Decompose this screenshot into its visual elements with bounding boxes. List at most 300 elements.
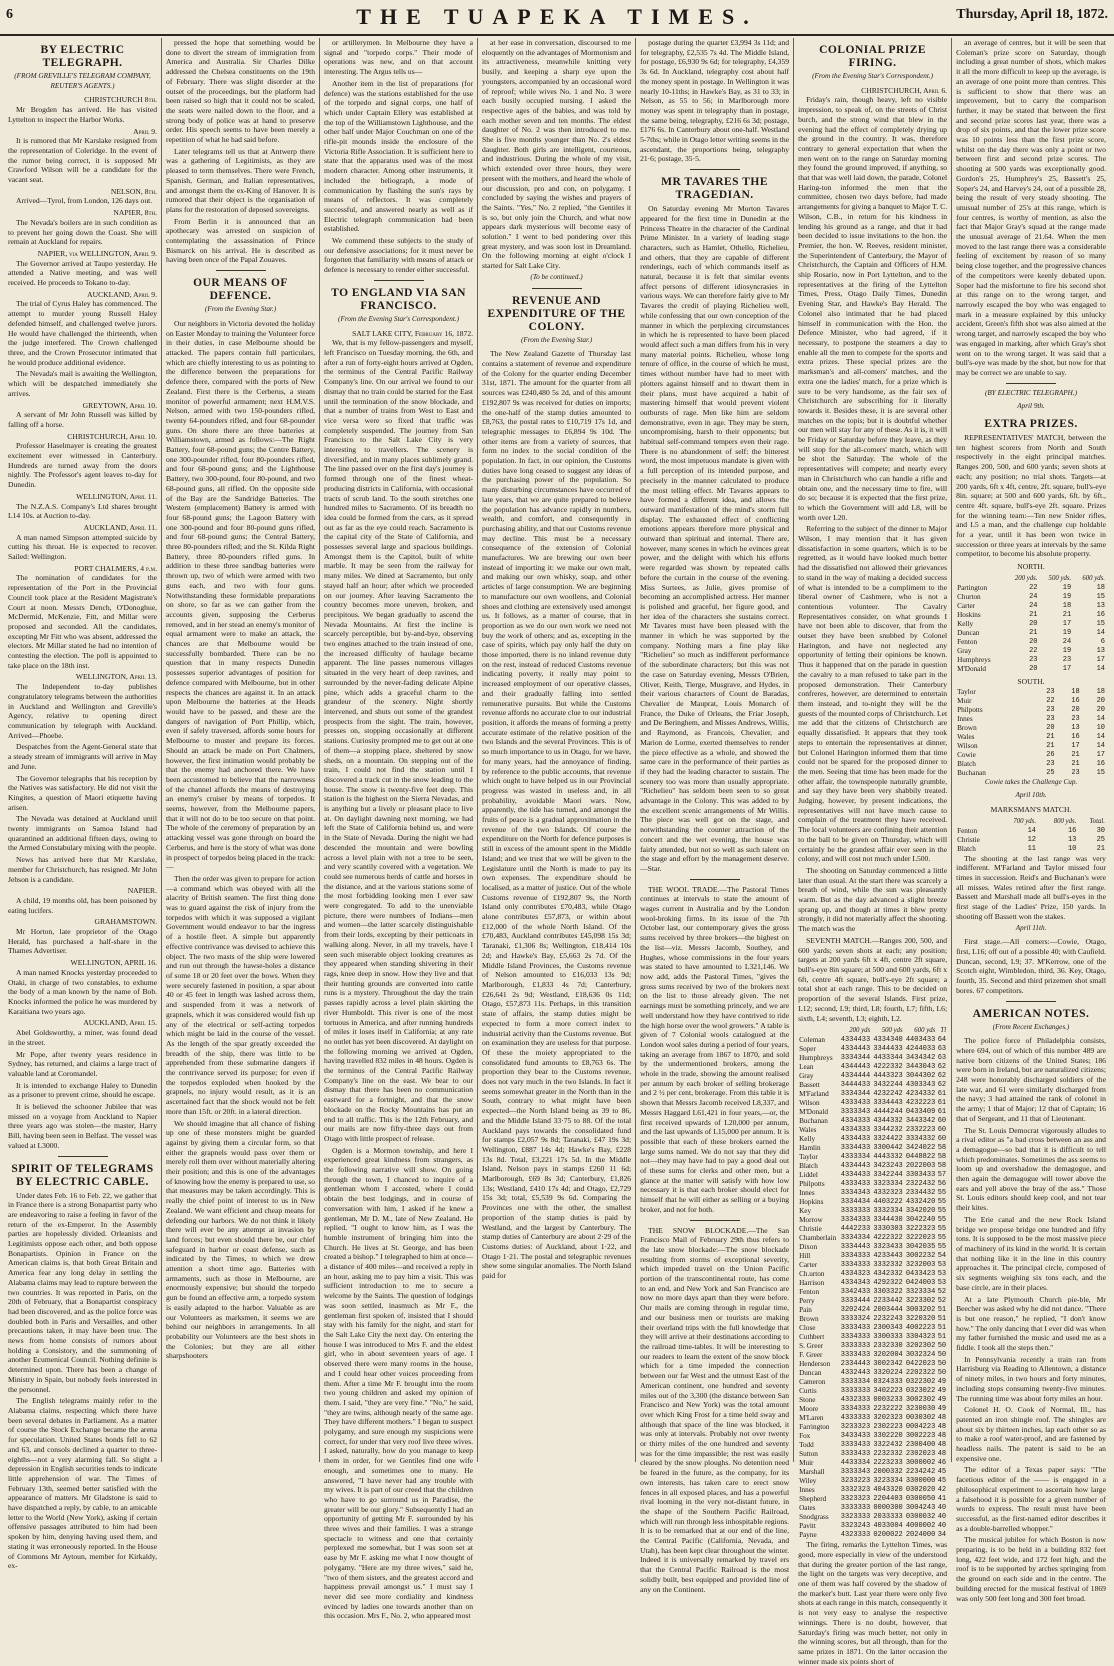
- table-cell: Sutton: [799, 1450, 818, 1459]
- table-cell: 4334333: [840, 1126, 871, 1135]
- table-cell: 18: [1071, 687, 1080, 696]
- snow-blockade-paragraph: THE SNOW BLOCKADE.—The San Francisco Mail of February 29th thus refers to the late snow blockade:—The snow blockade resulting from storms of exceptional severity, which impeded travel on the Union Pacific portion of the transcontinental route, has come to an end, and New York and San Francisco are now no more days apart than they were before. Our mails are coming through in regular time, and our business men or tourists are making their overland trips with the full knowledge that they will arrive at their destinations according to the railroad time-tables. It will be interesting to our readers to learn the extent of the snow block which for a time impeded the connection between our far West and the utmost East of the American continent, one hundred and seventy miles out of the 3,300 (the distance between San Francisco and New York) was the total amount over which King Frost for a time held sway and although that space of the line was blocked, it was only at intervals. Probably not over twenty or thirty miles of the one hundred and seventy was for the time impassible; the rest was easily cleared by the snow ploughs. No detention need be feared in the future, as the company, for its own interests, has taken care to erect snow fences in all exposed places, and has a powerful rival looming in the very not-distant future, in the shape of the Southern Pacific Railroad, which will run through less inhospitable regions. It is to be remarked that at our end of the line, the Central Pacific (California, Nevada, and Utah), has been kept clear throughout the winter. Indeed it is universally remarked by travel ers that the Central Pacific Railroad is the most solidly built, best equipped and provided line of any on the Continent.: [640, 1225, 790, 1594]
- marksman-paragraph: The shooting at the last range was very indifferent. M'Farland and Taylor missed four times in succession. Reid's and Buchanan's were all misses. Wales retired after the first range. Bassett and Marshall made all bull's-eyes in the first stage of the Ladies' Prize, 150 yards. In shooting off Bassett won the stakes.: [956, 853, 1106, 921]
- table-cell: Humphreys: [799, 1054, 833, 1063]
- table-cell: 25: [1096, 835, 1105, 844]
- table-cell: Innes: [799, 1189, 815, 1198]
- table-cell: 24: [1029, 601, 1038, 610]
- table-cell: 53: [937, 1261, 947, 1270]
- table-cell: 40: [937, 1504, 947, 1513]
- paragraph: The editor of a Texas paper says: "The facetious editor of the —— is engaged in a philosophical experiment to ascertain how large a falsehood it is possible for a given number of words to express. The result must have been successful, as the first-named editor describes it as a double-barrelled whopper.": [956, 1465, 1106, 1533]
- table-cell: 3042240: [905, 1216, 936, 1225]
- score-row: [798, 1324, 947, 1333]
- table-cell: 2202322: [905, 1369, 936, 1378]
- table-cell: 46: [937, 1459, 947, 1468]
- score-row: [798, 1225, 947, 1234]
- score-row: [798, 1081, 947, 1090]
- table-cell: 3424022: [905, 1144, 936, 1153]
- table-cell: 3334443: [840, 1243, 871, 1252]
- table-cell: 62: [937, 1081, 947, 1090]
- score-row: [798, 1144, 947, 1153]
- divider: [690, 1220, 740, 1221]
- score-row: [798, 1180, 947, 1189]
- paragraph: Referring to the subject of the dinner to Major Wilson, I may mention that it has given dissatisfaction in some quarters, which is to be regretted, as it would have looked much better had the dissatisfied not allowed their grievances to stand in the way of making a decided success of what is intended to be a compliment to the liberal owner of Cashmere, who is not a contentious volunteer. The Cavalry Representatives consider, on what grounds I have not been able to discover, that from the outset they have been snubbed by Colonel Harington, and have not neglected any opportunity of letting their opinions be known. Thus it happened that on the parade in question the cavalry to a man refused to take part in the proposed demonstration. Their Canterbury confreres, however, are determined to entertain them instead, and to-night they will be the guests of the mounted corps of Christchurch. Let me add that the citizens of Christchurch are equally dissatisfied. It appears that they took steps to entertain the representatives at dinner, but Colonel Harington informed them that time could not be spared for the proposed dinner to the men. Seeing that time has been made for the other affair, the townspeople naturally grumble, and say they have been very shabbily treated. Judging, however, by present indications, the representatives will not have much cause to complain of the treatment they have received. The local volunteers are confining their attention to the ball to be given on Thursday, which will certainly be the grandest affair ever seen in the colony, and will cost not much under L500.: [798, 524, 948, 864]
- score-row: [798, 1378, 947, 1387]
- table-cell: 23: [1062, 655, 1072, 664]
- table-cell: 0433409: [905, 1108, 936, 1117]
- table-cell: Carter: [957, 601, 976, 610]
- telegraph-item: Arrived—Tyrol, from London, 126 days out.: [16, 196, 153, 206]
- table-cell: Fenton: [957, 826, 978, 835]
- article-source: (From Recent Exchanges.): [992, 1022, 1070, 1031]
- dateline: PORT CHALMERS, 4 p.m.: [74, 563, 158, 573]
- table-cell: 41: [937, 1495, 947, 1504]
- american-notes-body: [956, 1036, 1106, 1603]
- table-cell: Muir: [799, 1459, 814, 1468]
- table-cell: 60: [937, 1135, 947, 1144]
- team-row: [956, 760, 1106, 769]
- table-cell: 23: [1046, 705, 1055, 714]
- divider: [58, 1156, 108, 1157]
- table-cell: 4443332: [873, 1153, 903, 1162]
- table-cell: 17: [1096, 750, 1105, 759]
- table-cell: 52: [937, 1297, 947, 1306]
- divider: [532, 288, 582, 289]
- dateline: WELLINGTON, APRIL 16.: [70, 958, 158, 968]
- table-cell: Cowie: [957, 750, 976, 759]
- table-cell: 3333333: [840, 1342, 871, 1351]
- north-team-title: NORTH.: [1017, 562, 1045, 572]
- table-cell: 4344332: [873, 1117, 903, 1126]
- table-cell: 3324422: [873, 1135, 903, 1144]
- table-cell: 3300333: [873, 1333, 903, 1342]
- table-cell: 21: [1096, 844, 1105, 853]
- table-cell: Innes: [957, 714, 973, 723]
- table-cell: 3334333: [840, 1216, 871, 1225]
- table-cell: 3334434: [840, 1198, 871, 1207]
- table-header-cell: 500 yds: [881, 1027, 903, 1035]
- table-cell: 3323433: [873, 1243, 903, 1252]
- telegraph-item: It is intended to exchange Haley to Dunedin as a prisoner to prevent crime, should he escape.: [8, 1080, 158, 1100]
- table-cell: 13: [1071, 723, 1080, 732]
- table-cell: 22: [1029, 583, 1038, 592]
- table-cell: 3423243: [873, 1162, 903, 1171]
- score-row: [798, 1189, 947, 1198]
- table-cell: 13: [1067, 835, 1077, 844]
- table-cell: Carter: [799, 1261, 818, 1270]
- score-row: [798, 1270, 947, 1279]
- table-cell: 19: [1062, 628, 1072, 637]
- article-heading-defence: OUR MEANS OF DEFENCE.: [193, 277, 288, 303]
- table-cell: 3342433: [840, 1288, 871, 1297]
- dateline: WELLINGTON, April 11.: [76, 491, 158, 501]
- table-cell: 3333333: [840, 1504, 871, 1513]
- article-heading-prize-firing: COLONIAL PRIZE FIRING.: [819, 44, 927, 69]
- team-row: [956, 751, 1106, 760]
- table-cell: 3302220: [873, 1432, 903, 1441]
- table-cell: 4000002: [905, 1522, 936, 1531]
- table-cell: 20: [1046, 723, 1055, 732]
- table-cell: 2234242: [905, 1468, 936, 1477]
- table-cell: 3443043: [905, 1063, 936, 1072]
- table-cell: Wiley: [799, 1477, 817, 1486]
- table-cell: 3220320: [905, 1315, 936, 1324]
- table-cell: 10: [1067, 844, 1077, 853]
- table-cell: 3402223: [873, 1387, 903, 1396]
- table-cell: 4234332: [905, 1090, 936, 1099]
- scores-body: [798, 1036, 947, 1540]
- paragraph: On Saturday evening Mr Morton Tavares appeared for the first time in Dunedin at the Princess Theatre in the character of the Cardinal Prime Minister. In a variety of leading stage characters, such as Hamlet, Othello, Richelieu, and others, that they are capable of different renderings, each of which commands itself as natural, because it is felt that similar events affect persons of different idiosyncrasies in various ways. We can therefore fairly give to Mr Tavares the credit of playing Richelieu well, while confessing that our own conception of the manner in which the perplexing circumstances in which he is represented to have been placed would affect such a man differs from his in very many material points. Richelieu, whose long tenure of office, in the course of which he must, times without number have had to meet with plotters against himself and to thwart them in their plans, must have acquired a habit of mastering himself that would prevent violent outbursts of rage. Men like him are seldom demonstrative, even in age. They may be stern, uncompromising, harsh to their opponents; but habitual self-command tempers even their rage. There is no abandonment of self: the bitterest word, the most impetuous mandate is given with a full perception of its intended purpose, and precisely in the manner calculated to produce the most telling effect. Mr Tavares appears to have formed a different idea, and allows the outward manifestation of the mind's storm full display. The exhausted effect of conflicting emotions appears therefore more physical and outward than spiritual and internal. There are, however, many scenes in which he evinces great power, and the delight with which his efforts were regarded was shown by repeated calls before the curtain in the course of the evening. Miss Surtees, as Julie, gives promise of becoming an accomplished actress. Her manner is polished and graceful, her figure good, and her idea of the characters she sustains correct. Mr Tavares must have been pleased with the manner in which he was supported by the company. Nothing mars a fine play like "Richelieu" so much as indifferent performance of the subordinate characters; but this was not the case on Saturday evening, Messrs O'Brien, Oliver, Keith, Tierge, Musgrave, and Hydes, in their various characters of Count de Baradas, Chevalier de Mauprat, Louis Monarch of France, the Duke of Orleans, the Friar Joseph, and De Beringhem, and Misses Andrews, Willis, and Raymond, as Francois, Chevalier, and Marion de Lorme, exerted themselves to render the piece effective as a whole, and showed the same care in the performance of their parties as if they had the leading character to sustain. The scenery too was more than usually appropriate. "Richelieu" has seldom been seen to so great advantage in the Colony. This was added to by the excellent scenic arrangements of Mr Willis. The piece was well got on the stage, and notwithstanding the counter attraction of the concert and the wet evening, the house was fairly attended, but not so well as such talent on the stage and effort by the management deserve.—Star.: [640, 204, 790, 873]
- to-be-continued: (To be continued.): [530, 272, 583, 281]
- table-cell: 3044302: [905, 1072, 936, 1081]
- table-cell: 2302223: [873, 1423, 903, 1432]
- table-cell: Duncan: [799, 1369, 822, 1378]
- table-cell: 53: [937, 1279, 947, 1288]
- table-cell: 4222322: [873, 1234, 903, 1243]
- wool-trade-paragraph: THE WOOL TRADE.—The Pastoral Times continues at intervals to state the amount of wages current in Australia and by the London wool-broking firms. In its issue of the 7th October last, our contemporary gives the gross sums received by three brokers—the highest on the list—viz. Messrs Jacomb, Southey, and Hughes, whose commissions in the four years was stated to have amounted to L321,146. We now add, adds the Pastoral Times, "gives the gross sums received by two of the brokers next on the list to those already given. The net earnings must be something princely, and we are well understand how they have contrived to ride the high horse over the wool growers." A table is given of 7 Colonial wools catalogued at the London wool sales during a period of four years, taking an average from 1867 to 1870, and sold by the undermentioned brokers, among the whole in the trade, showing the amount realised per annum by each broker of selling brokerage and 2 ½ per cent, brokerage. From this table it is shown that Messrs Jacomb received L8,337, and Messrs Haggard L61,421 in four years,—or, the first received upwards of L20,000 per annum, and the last upwards of L15,000 per annum. It is possible that each of these brokers earned the large sums named. We do not say that they did not—they may have had to pay a good deal out of these sums for clerks and other men, but a glance at the matter will satisfy with how low necessary it is that each broker should elect for himself that he will either as selling or a buying broker, and not for both.: [640, 884, 790, 1214]
- score-row: [798, 1216, 947, 1225]
- telegraph-item: The Governor telegraphs that his reception by the Natives was satisfactory. He did not visit the Kingites, a question of Maori etiquette having arisen.: [8, 773, 158, 812]
- table-cell: 4334433: [840, 1036, 871, 1045]
- telegraph-item: The Governor arrived at Taupo yesterday. He attended a Native meeting, and was well received. He proceeds to Tokano to-day.: [8, 258, 158, 288]
- table-cell: 0324333: [873, 1378, 903, 1387]
- article-heading-cable: SPIRIT OF TELEGRAMS BY ELECTRIC CABLE.: [11, 1162, 154, 1188]
- table-cell: 3332332: [873, 1261, 903, 1270]
- table-cell: 20: [1029, 619, 1038, 628]
- table-cell: 2232243: [873, 1315, 903, 1324]
- table-cell: 3333334: [840, 1378, 871, 1387]
- table-cell: 14: [1096, 732, 1105, 741]
- paragraph: Under dates Feb. 16 to Feb. 22, we gather that in France there is a strong Bonapartist party who are endeavoring to raise a feeling in favor of the return of the ex-Emperor. In the Assembly parties are hopelessly divided. Orleanists and Legitimists oppose each other, and both oppose Bonapartists. Opinion in France on the American claims is, that both Great Britain and America fear any long delay in settling the Alabama claims may lead to rupture between the two countries. It was reported in Paris, on the 20th of February, that a Bonapartist conspiracy had been discovered, and as the police force was doubled both in Paris and Versailles, and other precautions taken, it may have been true. The news from home consists of rumors about holding a Consistory, and the summoning of another Ecumenical Council. Nothing definite is determined upon. There has been a change of Ministry in Spain, but nobody feels interested in the personnel.: [8, 1190, 158, 1394]
- score-row: [798, 1441, 947, 1450]
- table-cell: 54: [937, 1252, 947, 1261]
- prize-firing-body: [798, 95, 947, 1023]
- table-cell: 2332223: [905, 1126, 936, 1135]
- table-cell: 18: [1096, 583, 1105, 592]
- marksman-row: [956, 827, 1106, 836]
- score-row: [798, 1387, 947, 1396]
- table-cell: 3334334: [840, 1234, 871, 1243]
- paragraph: Colonel H. O. Cook of Normal, Ill., has patented an iron shingle roof. The shingles are about six by thirteen inches, lap each other so as to make a roof water-proof, and are fastened by headless nails. The patent is said to be an expensive one.: [956, 1405, 1106, 1463]
- table-cell: 14: [1096, 714, 1105, 723]
- table-cell: Buchanan: [957, 768, 986, 777]
- table-cell: 3230030: [905, 1405, 936, 1414]
- paragraph: The St. Louis Democrat vigorously alludes to a rival editor as "a bad cross between an ass and a demagogue—so bad that it is difficult to tell which predominates. Sometimes the ass seems to loom up and overshadow the demagogue, and then again the demagogue will tower above the ears and yell above the bray of the ass." Those St. Louis editors should keep cool, and not tear their kites.: [956, 1125, 1106, 1213]
- table-cell: 4403222: [873, 1198, 903, 1207]
- table-cell: 0003233: [873, 1396, 903, 1405]
- table-cell: M'Donald: [957, 664, 986, 673]
- table-cell: 3300000: [905, 1477, 936, 1486]
- scores-header-row: [798, 1025, 947, 1036]
- travel-article-continued: [482, 38, 631, 271]
- table-cell: 45: [937, 1468, 947, 1477]
- table-cell: 4334433: [840, 1135, 871, 1144]
- team-row: [956, 688, 1106, 697]
- table-cell: Fenton: [799, 1288, 820, 1297]
- table-cell: 3344430: [873, 1216, 903, 1225]
- table-cell: 3333433: [840, 1450, 871, 1459]
- paragraph: We commend these subjects to the study of our defensive associations; for it must never be forgotten that familiarity with means of attack or defence is necessary to render either successful.: [324, 236, 474, 275]
- table-cell: Shepherd: [799, 1495, 827, 1504]
- table-cell: 2000332: [873, 1468, 903, 1477]
- table-cell: Blatch: [957, 844, 976, 853]
- table-header-cell: 200 yds: [849, 1027, 871, 1035]
- table-cell: Hamlin: [799, 1144, 821, 1153]
- table-cell: 4433344: [873, 1054, 903, 1063]
- table-cell: 3202323: [873, 1414, 903, 1423]
- south-team-table: [956, 688, 1106, 778]
- table-cell: 55: [937, 1198, 947, 1207]
- table-cell: Liddel: [799, 1171, 818, 1180]
- telegraph-item: Professor Haselmayer is creating the greatest excitement ever witnessed in Canterbury. Hundreds are turned away from the doors nightly. The Professor's agent leaves to-day for Dunedin.: [8, 441, 158, 490]
- table-cell: 2022003: [905, 1162, 936, 1171]
- table-cell: 4332420: [905, 1198, 936, 1207]
- table-cell: Key: [799, 1207, 812, 1216]
- table-cell: 0300032: [905, 1513, 936, 1522]
- table-cell: 3002232: [905, 1252, 936, 1261]
- table-cell: 4292322: [873, 1279, 903, 1288]
- table-header-cell: Tl: [940, 1027, 947, 1035]
- table-cell: Brown: [799, 1315, 819, 1324]
- score-row: [798, 1090, 947, 1099]
- defence-article-body: [166, 319, 315, 1361]
- table-cell: 4334444: [840, 1072, 871, 1081]
- table-cell: 48: [937, 1441, 947, 1450]
- team-row: [956, 769, 1106, 778]
- paragraph: The English telegrams mainly refer to the Alabama claims, respecting which there have been several debates in Parliament. As a matter of course the Stock Exchange became the arena for speculation. United States bonds fell to 62 and 63, and consols declined a quarter to three-eighths—not a very alarming fall. So slight a depression in English securities tends to indicate little apprehension of war. The Times of February 13th, seemed better satisfied with the appearance of matters. Mr Gladstone is said to have dispatched a reply, by cable, to an amicable letter to the World (New York), asking if certain offensive passages attributed to him had been spoken by him, denying having used them, and stating it was erroneously reported. In the House of Commons Mr Aytoun, member for Kirkaldy, ex-: [8, 1396, 158, 1571]
- table-cell: 3323334: [873, 1180, 903, 1189]
- team-row: [956, 602, 1106, 611]
- table-cell: 2232332: [873, 1450, 903, 1459]
- table-cell: 4244033: [905, 1045, 936, 1054]
- table-cell: 0000300: [873, 1504, 903, 1513]
- paragraph: The police force of Philadelphia consists, where 694, out of which of this number 489 are native born citizens of the United States; 186 were born in Ireland, but are naturalized citizens; 248 were honorably discharged soldiers of the late war, and 61 were similarly discharged from the navy; 3 had attained the rank of colonel in the army; 1 that of Major; 12 that of Captain; 16 that of Sergeant, and 11 that of Lieutenant.: [956, 1036, 1106, 1123]
- north-team-table: [956, 573, 1106, 674]
- table-cell: 3334332: [905, 1135, 936, 1144]
- table-cell: 3323334: [905, 1288, 936, 1297]
- table-cell: 14: [1096, 628, 1105, 637]
- table-cell: 24: [1062, 637, 1072, 646]
- telegraph-item: Mr Pope, after twenty years residence in Sydney, has returned, and claims a large tract of valuable land at Coromandel.: [8, 1049, 158, 1078]
- paragraph: In Pennsylvania recently a train ran from Harrisburg via Reading to Allentown, a distance of ninety miles, in two hours and forty minutes, including stops consuming twenty-five minutes. The running time was about forty miles an hour.: [956, 1354, 1106, 1403]
- table-cell: Hopkins: [799, 1198, 824, 1207]
- team-row: [956, 584, 1106, 593]
- dateline: April 9th.: [1017, 402, 1045, 411]
- travel-article-body: [324, 338, 473, 1621]
- table-cell: 61: [937, 1090, 947, 1099]
- column-6: [794, 38, 952, 1666]
- table-cell: Marshall: [799, 1468, 825, 1477]
- table-cell: 0300050: [905, 1495, 936, 1504]
- paragraph: Ogden is a Mormon township, and here I experienced great kindness from strangers, as the following narrative will show. On going through the town, I chanced to inquire of a gentleman whom I accosted, where I could obtain the best lodgings, and in course of conversation with him, I asked if he knew a gentleman, Mr D. M., late of New Zealand. He replied, "I ought to know him, as I was the humble instrument of bringing him into the Church. He lives at St. George, and has been created a bishop." I telegraphed to him at once—a distance of 400 miles—and received a reply in an hour, asking me to pay him a visit. This was sufficient introduction to me to secure a welcome by the Saints. The question of lodgings was soon settled, inasmuch as Mr F., the gentleman first spoken of, insisted that I should stay with his family for the night, and start for the Salt Lake City the next day. On entering the house I was introduced to Mrs F. and the eldest girl, who in about seventeen years of age. I observed there were many rooms in the house, and I could hear other voices proceeding from them. After a time Mr F. brought into the room two young children and asked my opinion of them. I said, "they are very fine." "No," he said, "they are twins, although nearly of the same age. They have different mothers." I began to suspect polygamy, and sure enough my suspicions were correct, for under that very roof live three wives. I asked, naturally, how do you manage to keep them in order, for we Gentiles find one wife enough, and sometimes one to many. He answered, "I have never had any trouble with my wives. It is part of our creed that the children who have to go surround us in Paradise, the greater will be our glory." Subsequently I had an opportunity of getting Mr F. surrounded by his three wives and their families. I was a strange spectacle to witness and one that certainly perplexed me somewhat, but I was soon set at ease by Mr F. asking me what I now thought of polygamy. "Here are my three wives," said he, "two of them sisters, and the greatest accord and happiness prevail amongst us." I must say I never did see more cordiality and kindness evinced by ladies one towards another than on this occasion. Mrs F., No. 2, who appeared most: [324, 1145, 474, 1621]
- score-row: [798, 1153, 947, 1162]
- table-cell: 3004243: [905, 1504, 936, 1513]
- table-cell: 3042035: [905, 1243, 936, 1252]
- table-cell: Ch.urton: [799, 1270, 825, 1279]
- telegraph-item: The Independent to-day publishes congratulatory telegrams between the authorities in Auckland and Wellington and Greville's Agency, relative to opening direct communication by telegraph with Auckland. Arrived—Phoebe.: [8, 682, 158, 740]
- table-cell: 3223302: [905, 1297, 936, 1306]
- table-cell: 23: [1071, 714, 1080, 723]
- table-header-cell: 200 yds.: [1014, 574, 1038, 582]
- table-cell: 55: [937, 1189, 947, 1198]
- telegraph-item: It is rumored that Mr Karslake resigned from the representation of Coleridge. In the event of the rumor being correct, it is supposed Mr Crawford Wilson will be a candidate for the vacant seat.: [8, 136, 158, 185]
- table-cell: Pavitt: [799, 1522, 816, 1531]
- table-cell: Fox: [799, 1432, 811, 1441]
- paragraph: The shooting on Saturday commenced a little later than usual. At the start there was scarcely a breath of wind, while the sun was pleasantly warm. But as the day advanced a slight breeze sprang up, and though at times it blew pretty strongly, it did not materially affect the shooting. The match was the: [798, 865, 948, 934]
- score-row: [798, 1423, 947, 1432]
- table-cell: Stone: [799, 1396, 816, 1405]
- table-cell: 3334344: [840, 1054, 871, 1063]
- table-cell: 3323333: [840, 1513, 871, 1522]
- table-cell: 51: [937, 1306, 947, 1315]
- table-cell: Harrison: [799, 1279, 825, 1288]
- table-cell: 52: [937, 1288, 947, 1297]
- table-cell: 0448822: [905, 1153, 936, 1162]
- article-source: (FROM GREVILLE'S TELEGRAM COMPANY, REUTER'S AGENTS.): [14, 72, 151, 90]
- table-cell: 55: [937, 1243, 947, 1252]
- table-cell: 19: [1062, 646, 1072, 655]
- table-cell: 26: [1046, 750, 1055, 759]
- table-cell: F. Greer: [799, 1351, 823, 1360]
- columns: [4, 38, 1110, 1666]
- score-row: [798, 1504, 947, 1513]
- table-cell: 49: [937, 1405, 947, 1414]
- table-cell: 17: [1062, 664, 1072, 673]
- table-cell: 21: [1071, 759, 1080, 768]
- table-cell: 58: [937, 1153, 947, 1162]
- table-cell: 23: [1046, 714, 1055, 723]
- article-heading-tavares: MR TAVARES THE TRAGEDIAN.: [661, 176, 769, 202]
- table-cell: 3202004: [873, 1351, 903, 1360]
- table-cell: 63: [937, 1054, 947, 1063]
- table-cell: 20: [1096, 696, 1105, 705]
- issue-date: Thursday, April 18, 1872.: [956, 7, 1108, 22]
- dateline: GREYTOWN, April 10.: [82, 400, 158, 410]
- table-cell: 16: [1067, 826, 1077, 835]
- scores-table: [798, 1025, 947, 1540]
- table-cell: 60: [937, 1117, 947, 1126]
- table-cell: Close: [799, 1324, 816, 1333]
- telegraph-item: The trial of Cyrus Haley has commenced. The attempt to murder young Russell Haley defended himself, and challenged twelve jurors. He would have challenged the thirteenth, when the judge interfered. The Crown challenged three, and the Crown Prosecutor intimated that he would produce additional evidence.: [8, 299, 158, 367]
- table-cell: 21: [1029, 610, 1038, 619]
- table-cell: Kelly: [957, 619, 974, 628]
- score-row: [798, 1531, 947, 1540]
- table-cell: 23: [1046, 687, 1055, 696]
- table-cell: 3332323: [840, 1486, 871, 1495]
- table-header-cell: 700 yds.: [1013, 817, 1037, 825]
- table-cell: 12: [1027, 835, 1037, 844]
- north-header-row: [956, 573, 1106, 584]
- table-cell: Cuthbert: [799, 1333, 825, 1342]
- dateline: AUCKLAND, April 15.: [83, 1018, 158, 1028]
- table-cell: 48: [937, 1450, 947, 1459]
- team-row: [956, 665, 1106, 674]
- table-cell: 4403433: [905, 1036, 936, 1045]
- score-row: [798, 1072, 947, 1081]
- score-row: [798, 1405, 947, 1414]
- table-cell: 4444244: [873, 1108, 903, 1117]
- table-cell: Farrington: [799, 1423, 830, 1432]
- table-cell: 3002342: [873, 1360, 903, 1369]
- table-cell: Gray: [957, 646, 972, 655]
- revenue-article-continued: [640, 38, 789, 164]
- table-cell: 4232223: [905, 1099, 936, 1108]
- table-cell: 0322302: [905, 1378, 936, 1387]
- column-7: [952, 38, 1110, 1603]
- table-cell: 3334333: [840, 1252, 871, 1261]
- table-cell: 14: [1096, 664, 1105, 673]
- table-cell: 4323333: [840, 1531, 871, 1540]
- table-cell: 3433433: [840, 1432, 871, 1441]
- defence-article-continued: [324, 38, 473, 275]
- table-cell: 58: [937, 1144, 947, 1153]
- table-cell: M'Farland: [799, 1090, 829, 1099]
- paragraph: Later telegrams tell us that at Antwerp there was a gathering of Legitimists, as they are pleased to term themselves. There were French, Spanish, German, and Italian representatives, and amongst them the ex-King of Hanover. It is rumored that their object is the organisation of plans for the restoration of deposed sovereigns.: [166, 146, 316, 214]
- table-header-cell: 500 yds.: [1048, 574, 1072, 582]
- cable-article-continued: [166, 38, 315, 265]
- extra-prizes-heading: EXTRA PRIZES.: [984, 418, 1078, 431]
- table-cell: Hill: [799, 1252, 811, 1261]
- table-cell: 15: [1096, 619, 1105, 628]
- table-cell: 4233443: [873, 1252, 903, 1261]
- table-cell: Innes: [799, 1486, 815, 1495]
- table-cell: 4232242: [873, 1090, 903, 1099]
- score-row: [798, 1198, 947, 1207]
- score-row: [798, 1162, 947, 1171]
- table-cell: 3300442: [873, 1144, 903, 1153]
- telegraph-item: A man named Simpson attempted suicide by cutting his throat. He is expected to recover. Sailed: Wellington.: [8, 532, 158, 562]
- dateline: NAPIER, via WELLINGTON, April 9.: [37, 248, 158, 258]
- table-cell: Wales: [799, 1126, 817, 1135]
- telegraph-item: The Nevada's boilers are in such condition as to prevent her going down the Coast. She will remain at Auckland for repairs.: [8, 217, 158, 247]
- table-cell: 2232222: [873, 1405, 903, 1414]
- score-row: [798, 1234, 947, 1243]
- telegraph-item: The Nevada's mail is awaiting the Wellington, which will be despatched immediately she arrives.: [8, 369, 158, 398]
- team-row: [956, 724, 1106, 733]
- table-cell: 14: [1096, 741, 1105, 750]
- table-cell: 4333433: [840, 1099, 871, 1108]
- table-cell: 16: [1096, 759, 1105, 768]
- telegraph-item: A child, 19 months old, has been poisoned by eating lucifers.: [8, 895, 158, 915]
- marksman-row: [956, 845, 1106, 854]
- dateline: April 10th.: [1015, 791, 1047, 800]
- table-cell: Blatch: [957, 759, 976, 768]
- table-cell: 4334343: [840, 1279, 871, 1288]
- score-row: [798, 1054, 947, 1063]
- score-row: [798, 1306, 947, 1315]
- article-source: (From the Evening Star.): [520, 335, 593, 344]
- divider: [1006, 383, 1056, 384]
- score-row: [798, 1414, 947, 1423]
- table-cell: 42: [937, 1486, 947, 1495]
- table-cell: Wilson: [799, 1099, 820, 1108]
- table-cell: 2233442: [873, 1297, 903, 1306]
- all-comers-paragraph: First stage.—All comers:—Cowie, Otago, first, L16; off out of a possible 40; with Caufield. Duncan, second, L9; 37. M'Kerrow, one of the Scotch eight, Wimbledon, third, 36. Key, Otago, fourth, 35. Second and third prizemen shot small bores. 67 competitors.: [956, 937, 1106, 995]
- table-cell: 3334333: [840, 1405, 871, 1414]
- table-cell: 3434342: [905, 1054, 936, 1063]
- table-cell: 3443342: [905, 1117, 936, 1126]
- team-row: [956, 611, 1106, 620]
- column-2: [162, 38, 320, 1462]
- team-row: [956, 715, 1106, 724]
- table-cell: Churton: [957, 592, 981, 601]
- table-cell: 4443323: [873, 1072, 903, 1081]
- score-row: [798, 1036, 947, 1045]
- table-cell: 4433334: [840, 1459, 871, 1468]
- table-cell: 3002302: [905, 1396, 936, 1405]
- dateline: NAPIER, 8th.: [113, 208, 158, 218]
- table-cell: 55: [937, 1216, 947, 1225]
